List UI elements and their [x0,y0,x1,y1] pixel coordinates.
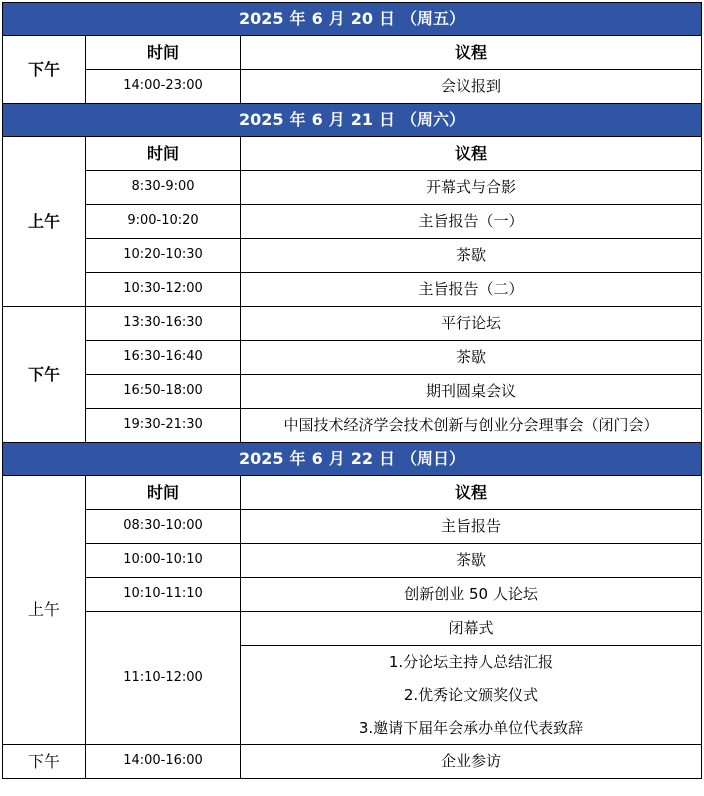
column-header-row [3,137,702,171]
table-row [3,205,702,239]
agenda-cell: 期刊圆桌会议 [241,375,702,409]
period-label: 下午 [3,36,86,104]
column-header-time: 时间 [86,36,241,70]
table-row [3,612,702,646]
day-heading: 2025 年 6 月 22 日 （周日） [3,443,702,476]
table-row [3,409,702,443]
time-cell: 16:50-18:00 [86,375,241,409]
column-header-row [3,476,702,510]
agenda-cell: 主旨报告（一） [241,205,702,239]
day-heading: 2025 年 6 月 20 日 （周五） [3,3,702,36]
agenda-cell: 中国技术经济学会技术创新与创业分会理事会（闭门会） [241,409,702,443]
agenda-cell: 主旨报告 [241,510,702,544]
time-cell: 11:10-12:00 [86,612,241,745]
column-header-time: 时间 [86,137,241,171]
agenda-cell: 闭幕式 [241,612,702,646]
period-label: 下午 [3,307,86,443]
table-row [3,544,702,578]
table-row [3,341,702,375]
agenda-cell: 平行论坛 [241,307,702,341]
period-label: 下午 [3,745,86,779]
day-heading: 2025 年 6 月 21 日 （周六） [3,104,702,137]
agenda-sub-item: 2.优秀论文颁奖仪式 [241,679,702,712]
time-cell: 10:30-12:00 [86,273,241,307]
day-heading-row [3,443,702,476]
agenda-cell: 开幕式与合影 [241,171,702,205]
agenda-cell: 创新创业 50 人论坛 [241,578,702,612]
column-header-agenda: 议程 [241,476,702,510]
table-row [3,273,702,307]
time-cell: 8:30-9:00 [86,171,241,205]
time-cell: 10:10-11:10 [86,578,241,612]
column-header-agenda: 议程 [241,137,702,171]
agenda-cell: 会议报到 [241,70,702,104]
agenda-cell: 茶歇 [241,239,702,273]
time-cell: 13:30-16:30 [86,307,241,341]
time-cell: 10:00-10:10 [86,544,241,578]
time-cell: 10:20-10:30 [86,239,241,273]
period-label: 上午 [3,137,86,307]
time-cell: 9:00-10:20 [86,205,241,239]
column-header-time: 时间 [86,476,241,510]
agenda-cell: 茶歇 [241,544,702,578]
table-row [3,745,702,779]
time-cell: 14:00-23:00 [86,70,241,104]
period-label: 上午 [3,476,86,745]
table-row [3,307,702,341]
time-cell: 08:30-10:00 [86,510,241,544]
table-row [3,171,702,205]
column-header-agenda: 议程 [241,36,702,70]
agenda-sub-item: 3.邀请下届年会承办单位代表致辞 [241,712,702,745]
agenda-cell: 茶歇 [241,341,702,375]
table-row [3,375,702,409]
agenda-cell: 主旨报告（二） [241,273,702,307]
agenda-cell: 企业参访 [241,745,702,779]
time-cell: 16:30-16:40 [86,341,241,375]
table-row [3,239,702,273]
table-row [3,70,702,104]
agenda-sub-item: 1.分论坛主持人总结汇报 [241,646,702,680]
schedule-table [2,2,702,779]
table-row [3,510,702,544]
day-heading-row [3,104,702,137]
time-cell: 19:30-21:30 [86,409,241,443]
time-cell: 14:00-16:00 [86,745,241,779]
table-row [3,578,702,612]
column-header-row [3,36,702,70]
day-heading-row [3,3,702,36]
